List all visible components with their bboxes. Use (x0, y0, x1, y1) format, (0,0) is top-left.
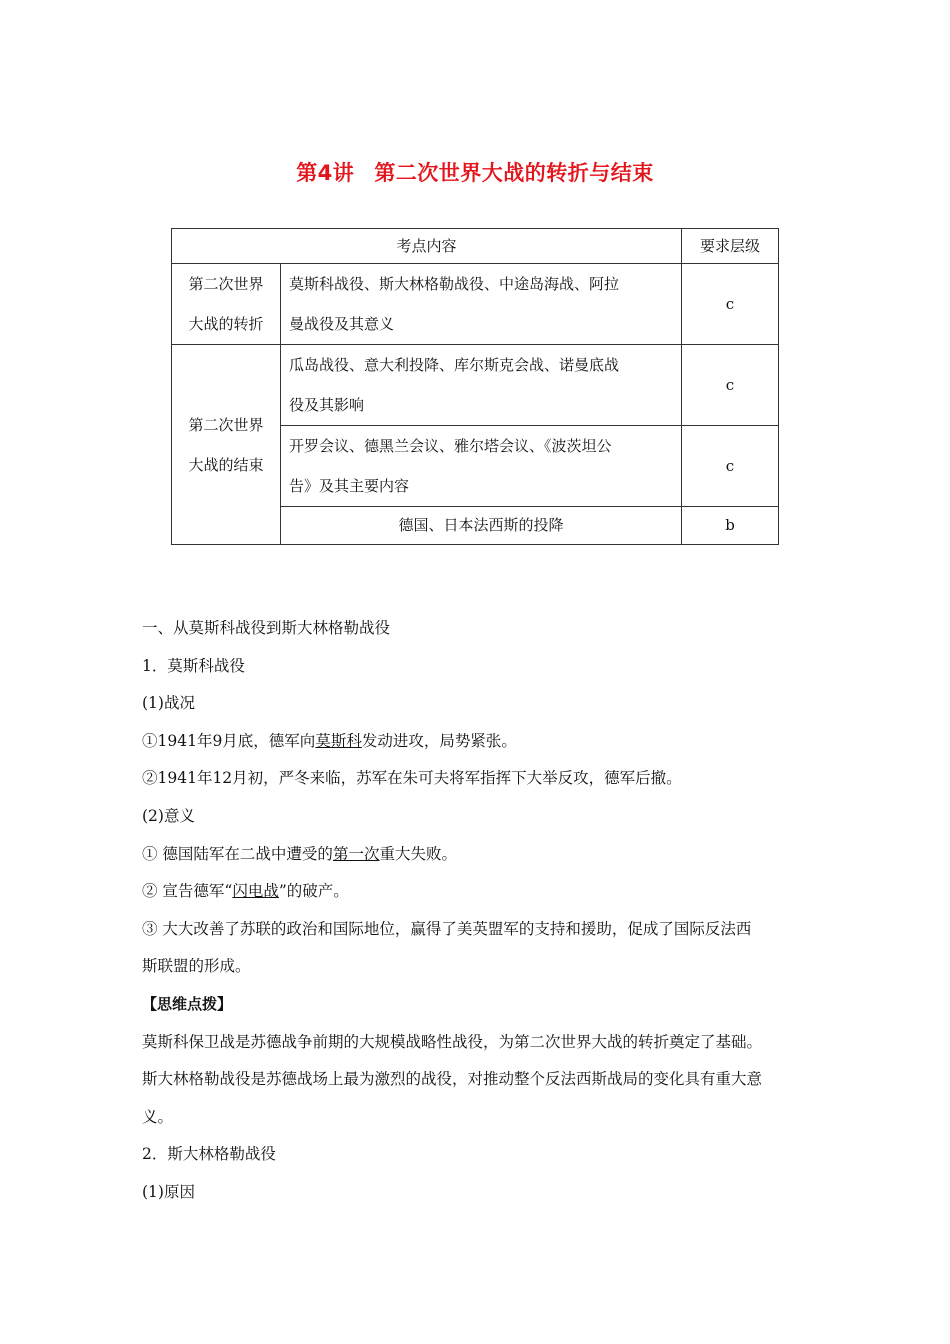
subheading: 2．斯大林格勒战役 (142, 1145, 276, 1164)
paragraph: 斯联盟的形成。 (142, 957, 251, 976)
content-line: 德国、日本法西斯的投降 (398, 516, 564, 534)
topic-line: 第二次世界 (188, 415, 264, 434)
content-line: 瓜岛战役、意大利投降、库尔斯克会战、诺曼底战 (289, 356, 620, 374)
section-heading: 一、从莫斯科战役到斯大林格勒战役 (142, 619, 391, 637)
header-level: 要求层级 (682, 229, 779, 264)
table-row (172, 264, 779, 345)
level-cell: b (682, 507, 779, 545)
content-cell (281, 507, 682, 545)
level-cell: c (682, 426, 779, 507)
table-row (172, 345, 779, 426)
requirements-table (171, 228, 779, 545)
lesson-name: 第二次世界大战的转折与结束 (374, 161, 654, 185)
paragraph (142, 723, 812, 761)
underlined-term: 闪电战 (232, 882, 279, 901)
content-cell (281, 426, 682, 507)
paragraph: 义。 (142, 1107, 174, 1126)
paragraph: 斯大林格勒战役是苏德战场上最为激烈的战役，对推动整个反法西斯战局的变化具有重大意 (142, 1070, 763, 1089)
page-title (0, 157, 950, 187)
content-line: 开罗会议、德黑兰会议、雅尔塔会议、《波茨坦公 (289, 437, 612, 455)
topic-line: 大战的结束 (188, 455, 264, 474)
underlined-term: 第一次 (332, 844, 380, 863)
paragraph (142, 873, 812, 911)
content-cell (281, 345, 682, 426)
text: 发动进攻，局势紧张。 (361, 731, 517, 750)
text: ”的破产。 (278, 882, 349, 901)
topic-cell (172, 345, 281, 545)
content-cell (281, 264, 682, 345)
paragraph: 莫斯科保卫战是苏德战争前期的大规模战略性战役，为第二次世界大战的转折奠定了基础。 (142, 1032, 763, 1051)
subheading: (1)战况 (142, 694, 195, 713)
table-header-row (172, 229, 779, 264)
thinking-label: 【思维点拨】 (142, 994, 233, 1013)
lesson-number: 第4讲 (296, 161, 355, 185)
topic-line: 大战的转折 (188, 315, 264, 333)
paragraph: ②1941年12月初，严冬来临，苏军在朱可夫将军指挥下大举反攻，德军后撤。 (142, 769, 682, 788)
topic-line: 第二次世界 (188, 275, 264, 293)
topic-cell (172, 264, 281, 345)
underlined-term: 莫斯科 (315, 731, 362, 750)
subheading: (2)意义 (142, 806, 195, 825)
text: 重大失败。 (379, 844, 457, 863)
text: ② 宣告德军“ (142, 882, 233, 901)
content-line: 莫斯科战役、斯大林格勒战役、中途岛海战、阿拉 (289, 275, 620, 293)
content-line: 告》及其主要内容 (289, 477, 410, 495)
paragraph (142, 836, 812, 874)
text: ① 德国陆军在二战中遭受的 (142, 844, 333, 863)
content-line: 役及其影响 (289, 396, 365, 414)
content-line: 曼战役及其意义 (289, 315, 395, 333)
subheading: 1．莫斯科战役 (142, 656, 245, 675)
header-content: 考点内容 (172, 229, 682, 264)
level-cell: c (682, 264, 779, 345)
paragraph: ③ 大大改善了苏联的政治和国际地位，赢得了美英盟军的支持和援助，促成了国际反法西 (142, 919, 752, 938)
level-cell: c (682, 345, 779, 426)
text: ①1941年9月底，德军向 (142, 731, 316, 750)
subheading: (1)原因 (142, 1182, 195, 1201)
main-body (142, 610, 812, 1212)
